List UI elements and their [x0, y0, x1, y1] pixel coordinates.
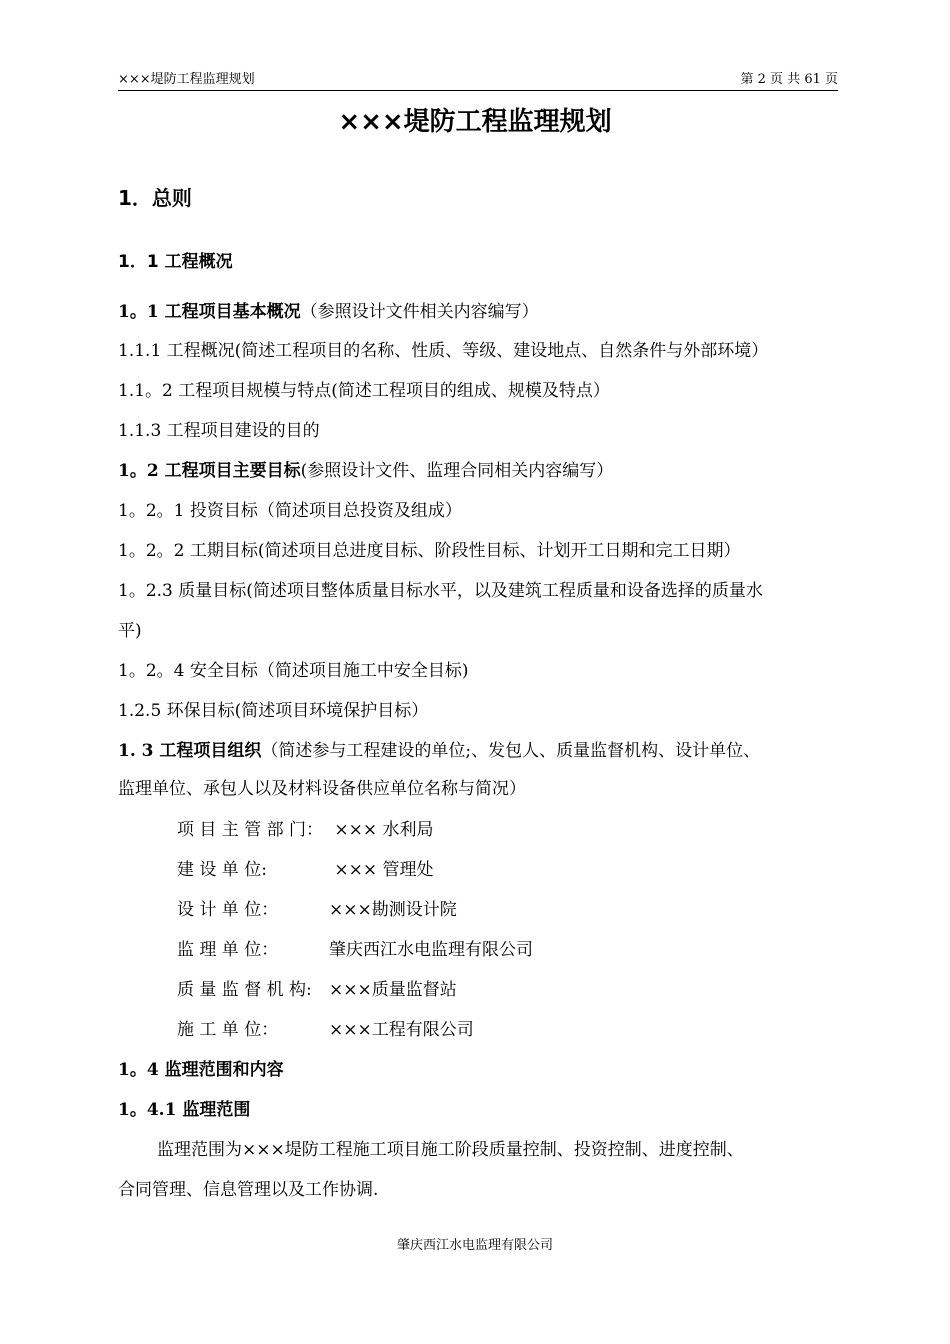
org-row: [177, 858, 434, 882]
item-1-1-1: 1.1.1 工程概况(简述工程项目的名称、性质、等级、建设地点、自然条件与外部环境）: [118, 341, 769, 361]
org-row: [177, 938, 533, 962]
org-label: 建 设 单 位:: [177, 860, 267, 880]
org-label: 质 量 监 督 机 构:: [177, 980, 312, 1000]
header-page-number: 第 2 页 共 61 页: [740, 72, 838, 87]
section-1-1-heading: 1．1 工程概况: [118, 252, 233, 272]
subheading-bold: 1。2 工程项目主要目标: [118, 461, 301, 481]
subheading-note: （参照设计文件相关内容编写）: [300, 302, 539, 322]
page-header: [118, 70, 838, 91]
item-1-2-3: 1。2.3 质量目标(简述项目整体质量目标水平，以及建筑工程质量和设备选择的质量水: [118, 581, 763, 601]
org-value: ××× 管理处: [329, 860, 434, 880]
section-1-4-1-heading: 1。4.1 监理范围: [118, 1100, 251, 1120]
org-label: 项 目 主 管 部 门：: [177, 820, 324, 840]
subheading-note: （简述参与工程建设的单位;、发包人、质量监督机构、设计单位、: [261, 741, 761, 761]
subheading-bold: 1。1 工程项目基本概况: [118, 302, 301, 322]
section-1-3-subheading: [118, 739, 838, 763]
document-title: ×××堤防工程监理规划: [338, 107, 612, 137]
org-label: 设 计 单 位：: [177, 900, 279, 920]
paragraph-line-1: 监理范围为×××堤防工程施工项目施工阶段质量控制、投资控制、进度控制、: [157, 1140, 744, 1160]
section-1-4-heading: 1。4 监理范围和内容: [118, 1060, 284, 1080]
org-row: [177, 978, 457, 1002]
org-label: 监 理 单 位：: [177, 940, 279, 960]
org-row: [177, 1018, 474, 1042]
item-1-1-2: 1.1。2 工程项目规模与特点(简述工程项目的组成、规模及特点）: [118, 381, 610, 401]
section-1-3-continued: 监理单位、承包人以及材料设备供应单位名称与简况）: [118, 779, 526, 799]
item-1-2-1: 1。2。1 投资目标（简述项目总投资及组成）: [118, 501, 462, 521]
org-value: ××× 水利局: [329, 820, 434, 840]
org-label: 施 工 单 位：: [177, 1020, 279, 1040]
subheading-note: (参照设计文件、监理合同相关内容编写）: [300, 461, 614, 481]
subheading-bold: 1. 3 工程项目组织: [118, 741, 262, 761]
paragraph-line-2: 合同管理、信息管理以及工作协调.: [118, 1180, 379, 1200]
item-1-2-2: 1。2。2 工期目标(简述项目总进度目标、阶段性目标、计划开工日期和完工日期）: [118, 541, 741, 561]
section-1-2-subheading: [118, 459, 838, 483]
org-value: ×××勘测设计院: [329, 900, 457, 920]
org-value: ×××质量监督站: [329, 980, 457, 1000]
item-1-2-3-continued: 平): [118, 621, 142, 641]
org-row: [177, 818, 434, 842]
item-1-1-3: 1.1.3 工程项目建设的目的: [118, 421, 320, 441]
section-1-1-subheading: [118, 300, 838, 324]
org-value: 肇庆西江水电监理有限公司: [329, 940, 533, 960]
header-doc-title: ×××堤防工程监理规划: [118, 72, 255, 87]
page-footer: 肇庆西江水电监理有限公司: [396, 1238, 553, 1253]
item-1-2-4: 1。2。4 安全目标（简述项目施工中安全目标): [118, 661, 469, 681]
item-1-2-5: 1.2.5 环保目标(简述项目环境保护目标）: [118, 701, 429, 721]
section-1-heading: 1．总则: [118, 186, 192, 210]
org-row: [177, 898, 457, 922]
org-value: ×××工程有限公司: [329, 1020, 474, 1040]
